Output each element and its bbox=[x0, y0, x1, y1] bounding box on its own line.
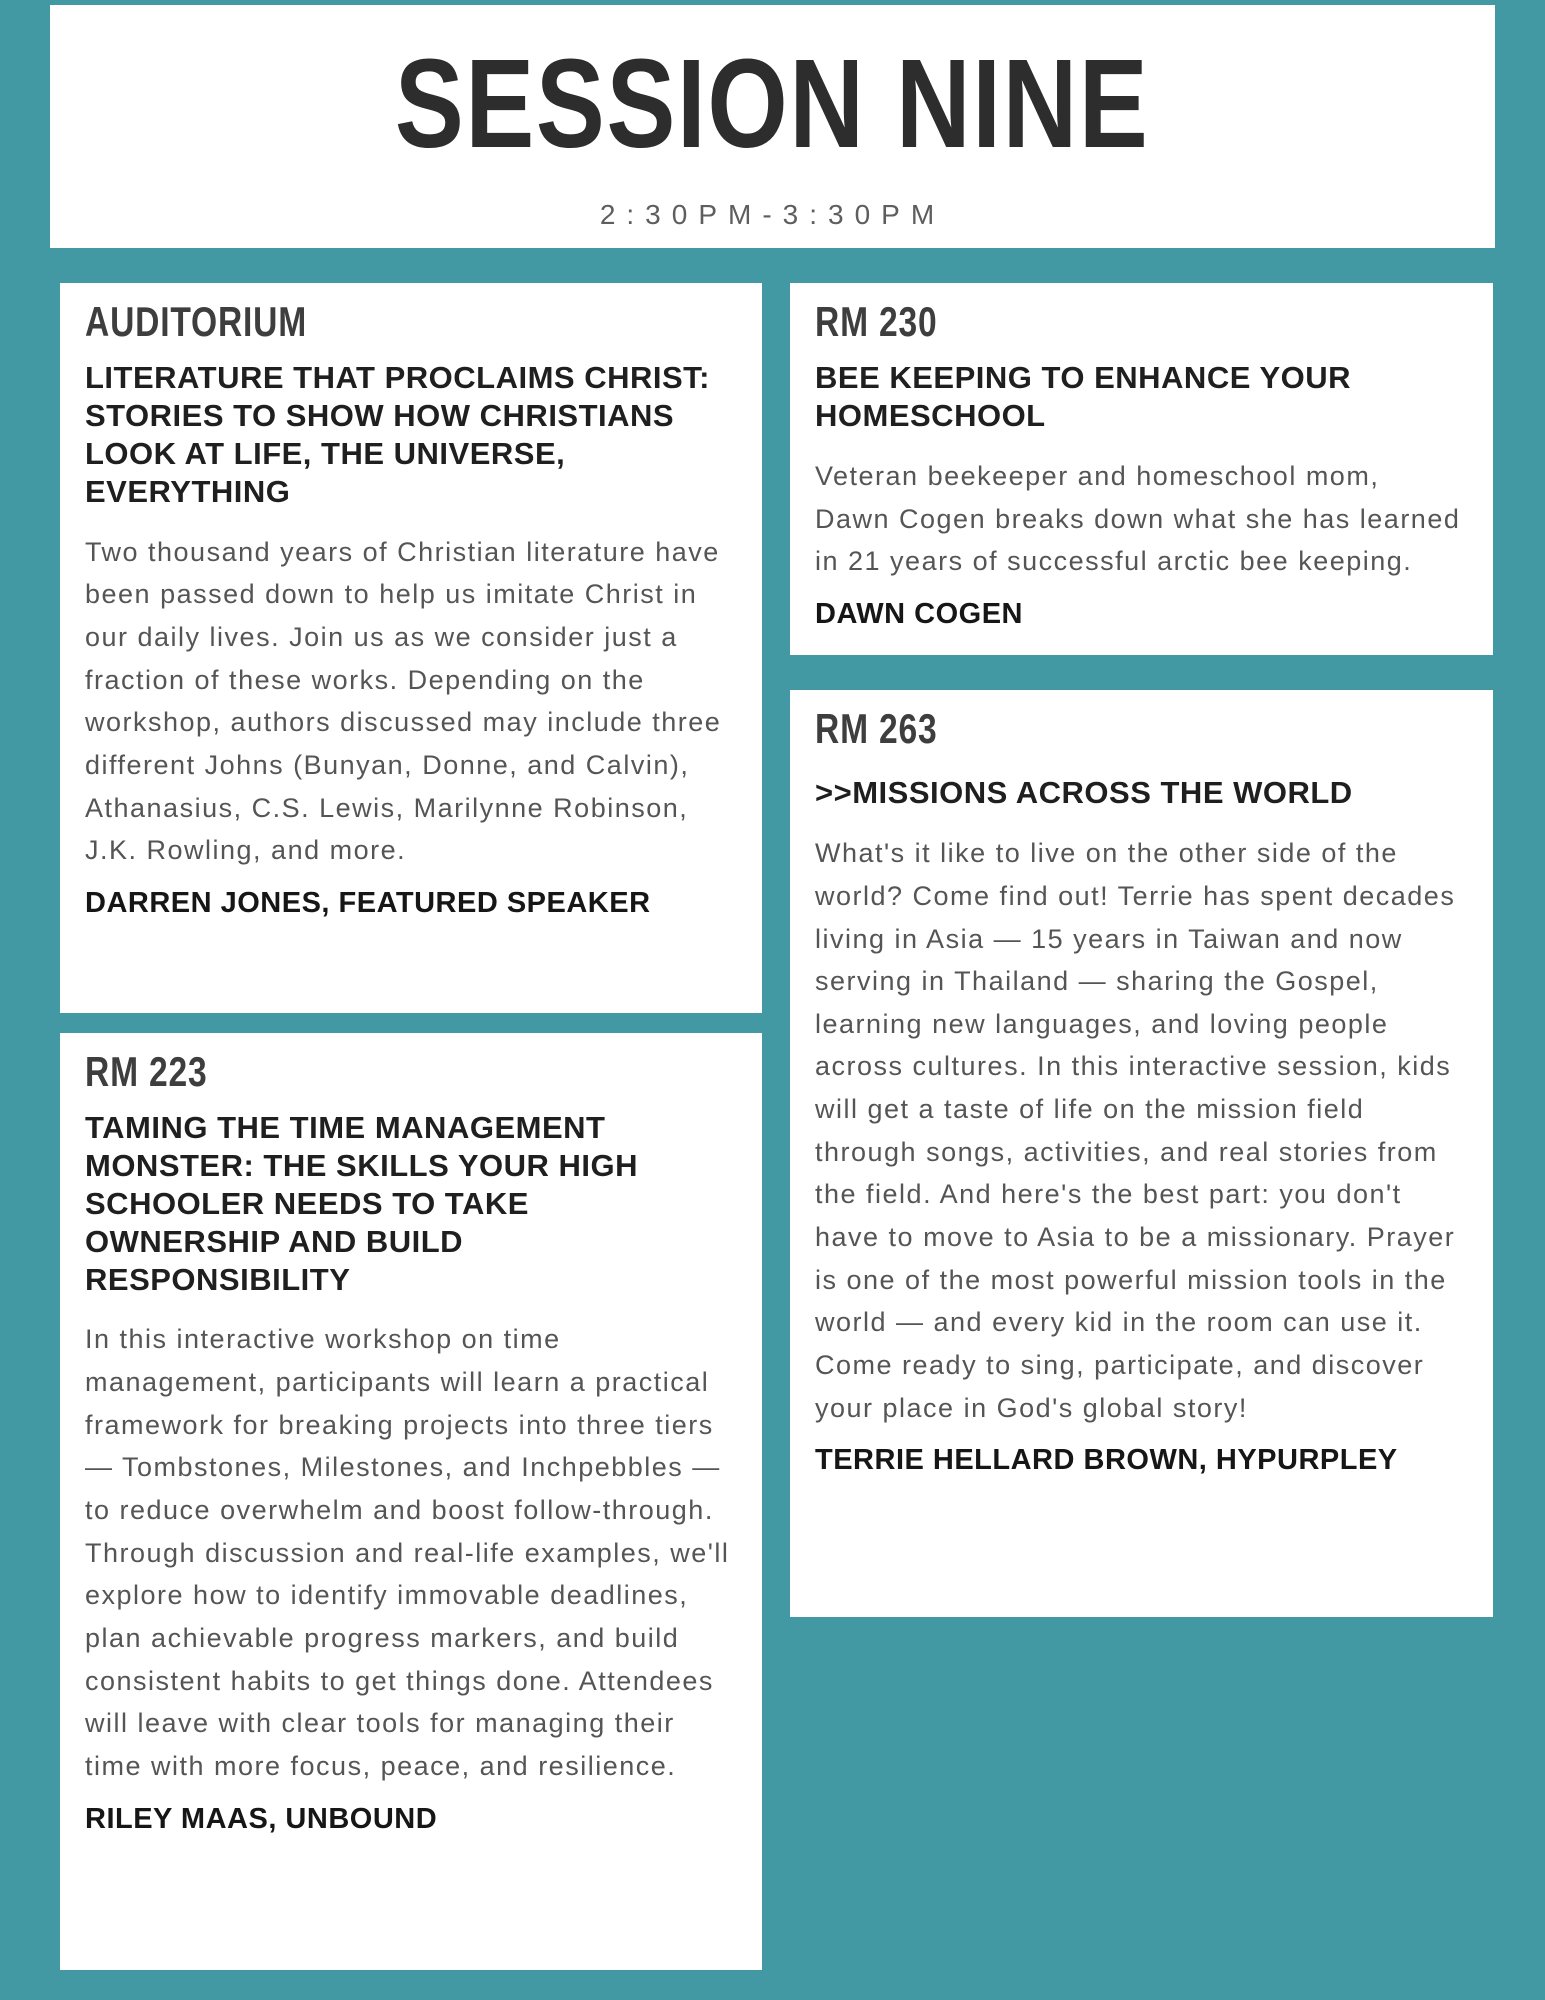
speaker-name: TERRIE HELLARD BROWN, HYPURPLEY bbox=[815, 1444, 1398, 1477]
room-name bbox=[85, 297, 732, 347]
workshop-title: LITERATURE THAT PROCLAIMS CHRIST: STORIES TO SHOW HOW CHRISTIANS LOOK AT LIFE, THE UNIVERSE, EVERYTHING bbox=[85, 360, 710, 509]
workshop-title: >>MISSIONS ACROSS THE WORLD bbox=[815, 775, 1353, 811]
room-name-text: AUDITORIUM bbox=[85, 298, 308, 345]
room-name bbox=[815, 704, 1463, 754]
workshop-description: What's it like to live on the other side of the world? Come find out! Terrie has spent decades living in Asia — 15 years in Taiwan and now serving in Thailand — sharing the Gospel, learning new languages, and loving people across cultures. In this interactive session, kids will get a taste of life on the mission field through songs, activities, and real stories from the field. And here's the best part: you don't have to move to Asia to be a missionary. Prayer is one of the most powerful mission tools in the world — and every kid in the room can use it. Come ready to sing, participate, and discover your place in God's global story! bbox=[815, 838, 1456, 1423]
session-card-rm230 bbox=[790, 283, 1493, 655]
workshop-title: TAMING THE TIME MANAGEMENT MONSTER: THE SKILLS YOUR HIGH SCHOOLER NEEDS TO TAKE OWNERSHIP AND BUILD RESPONSIBILITY bbox=[85, 1110, 639, 1297]
session-header bbox=[50, 5, 1495, 248]
page-title bbox=[50, 33, 1495, 174]
session-card-auditorium bbox=[60, 283, 762, 1013]
workshop-title: BEE KEEPING TO ENHANCE YOUR HOMESCHOOL bbox=[815, 360, 1352, 434]
session-card-rm223 bbox=[60, 1033, 762, 1970]
workshop-description: In this interactive workshop on time management, participants will learn a practical framework for breaking projects into three tiers — Tombstones, Milestones, and Inchpebbles — to reduce overwhelm and boost follow-through. Through discussion and real-life examples, we'll explore how to identify immovable deadlines, plan achievable progress markers, and build consistent habits to get things done. Attendees will leave with clear tools for managing their time with more focus, peace, and resilience. bbox=[85, 1324, 730, 1782]
session-time: 2:30PM-3:30PM bbox=[599, 199, 946, 230]
room-name-text: RM 263 bbox=[815, 705, 938, 752]
speaker-name: DARREN JONES, FEATURED SPEAKER bbox=[85, 886, 651, 919]
room-name bbox=[85, 1047, 732, 1097]
room-name-text: RM 230 bbox=[815, 298, 938, 345]
session-title-text: SESSION NINE bbox=[395, 33, 1150, 174]
speaker-name: DAWN COGEN bbox=[815, 597, 1023, 630]
session-card-rm263 bbox=[790, 690, 1493, 1617]
room-name-text: RM 223 bbox=[85, 1048, 208, 1095]
room-name bbox=[815, 297, 1463, 347]
workshop-description: Veteran beekeeper and homeschool mom, Dawn Cogen breaks down what she has learned in 21 years of successful arctic bee keeping. bbox=[815, 461, 1461, 577]
workshop-description: Two thousand years of Christian literature have been passed down to help us imitate Christ in our daily lives. Join us as we consider just a fraction of these works. Depending on the workshop, authors discussed may include three different Johns (Bunyan, Donne, and Calvin), Athanasius, C.S. Lewis, Marilynne Robinson, J.K. Rowling, and more. bbox=[85, 536, 722, 866]
speaker-name: RILEY MAAS, UNBOUND bbox=[85, 1802, 438, 1835]
